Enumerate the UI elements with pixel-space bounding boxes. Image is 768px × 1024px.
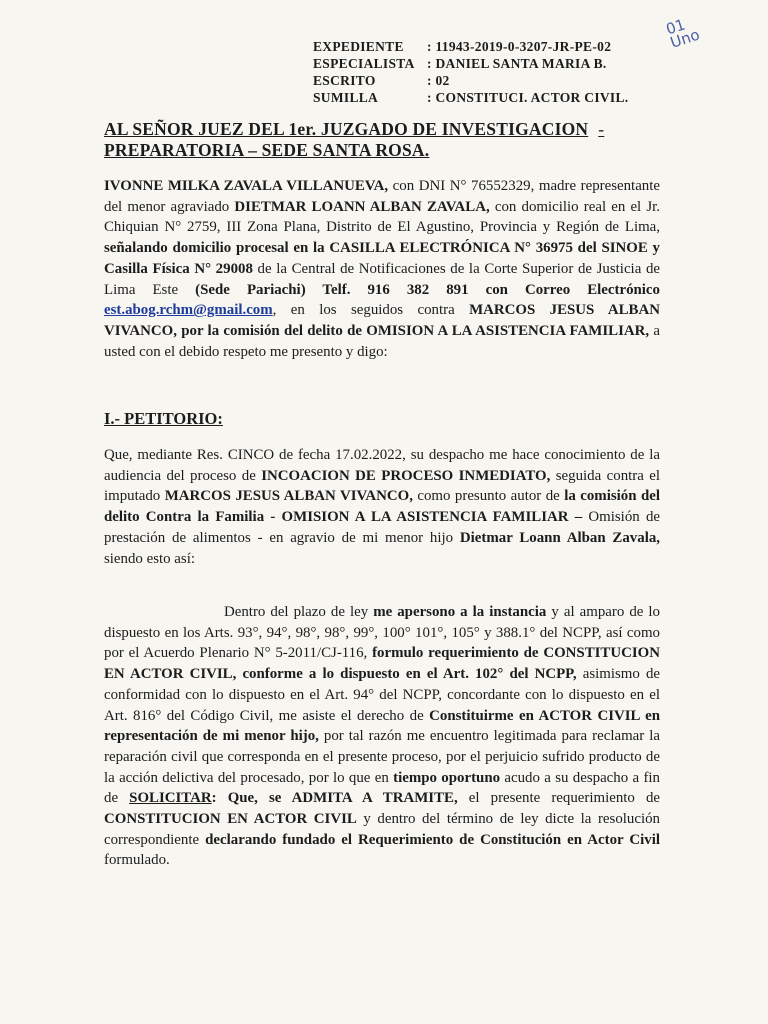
text: por tal razón me encuentro legitimada para reclamar la reparación civil que corresponda en el presente proceso, por el perjuicio sufrido producto de la acción delictiva del procesado, por lo que en <box>104 728 660 786</box>
contact-info: (Sede Pariachi) Telf. 916 382 891 con Correo Electrónico <box>195 281 660 298</box>
text: asimismo de conformidad con lo dispuesto en el Art. 94° del NCPP, concordante con lo dispuesto en el Art. 816° del Código Civil, me asiste el derecho de <box>104 666 660 724</box>
email-link[interactable]: est.abog.rchm@gmail.com <box>104 302 273 319</box>
header-value: : 11943-2019-0-3207-JR-PE-02 <box>427 39 612 54</box>
intro-paragraph <box>104 176 660 362</box>
court-address <box>104 119 604 161</box>
minor-son-name: Dietmar Loann Alban Zavala, <box>459 529 661 546</box>
minor-name: DIETMAR LOANN ALBAN ZAVALA, <box>234 198 490 215</box>
petitioner-name: IVONNE MILKA ZAVALA VILLANUEVA, <box>104 178 389 194</box>
declare-founded: declarando fundado el Requerimiento de Constitución en Actor Civil <box>205 831 660 848</box>
header-row-expediente <box>313 38 628 55</box>
text: acudo a su despacho a fin de <box>104 769 660 807</box>
header-value: : DANIEL SANTA MARIA B. <box>427 56 607 71</box>
header-key: ESPECIALISTA <box>313 56 415 71</box>
text: Omisión de prestación de alimentos - en agravio de mi menor hijo <box>104 509 660 546</box>
appearance: me apersono a la instancia <box>373 604 547 620</box>
address-line-1-text: AL SEÑOR JUEZ DEL 1er. JUZGADO DE INVESTIGACION <box>104 119 589 139</box>
text: con DNI N° 76552329, madre representante del menor agraviado <box>104 178 660 215</box>
text: Dentro del plazo de ley <box>224 604 374 620</box>
page-mark-text: 01 Uno <box>663 15 702 52</box>
header-key: ESCRITO <box>313 73 376 88</box>
text: y dentro del término de ley dicte la resolución correspondiente <box>104 811 660 848</box>
address-line-1 <box>104 119 604 140</box>
procedural-address: señalando domicilio procesal en la CASILLA ELECTRÓNICA N° 36975 del SINOE y Casilla Física N° 29008 <box>104 240 660 277</box>
process-type: INCOACION DE PROCESO INMEDIATO, <box>261 467 551 484</box>
text: Que, mediante Res. CINCO de fecha 17.02.2022, su despacho me hace conocimiento de la audiencia del proceso de <box>104 447 660 484</box>
section-title: I.- PETITORIO: <box>104 409 223 428</box>
solicitar: SOLICITAR <box>129 790 212 807</box>
crime-description: la comisión del delito Contra la Familia - OMISION A LA ASISTENCIA FAMILIAR – <box>104 488 660 526</box>
petitorio-paragraph <box>104 445 660 569</box>
text: de la Central de Notificaciones de la Corte Superior de Justicia de Lima Este <box>104 260 660 298</box>
header-value: : 02 <box>427 73 450 88</box>
header-row-sumilla <box>313 89 628 106</box>
requirement: formulo requerimiento de CONSTITUCION EN ACTOR CIVIL, conforme a lo dispuesto en el Art. 102° del NCPP, <box>104 645 660 683</box>
right-to-constitute: Constituirme en ACTOR CIVIL en representación de mi menor hijo, <box>104 707 660 745</box>
stray-mark: - <box>598 119 605 139</box>
address-line-2: PREPARATORIA – SEDE SANTA ROSA. <box>104 140 430 160</box>
header-key: EXPEDIENTE <box>313 39 404 54</box>
admit-request: : Que, se ADMITA A TRAMITE, <box>211 790 458 807</box>
header-row-especialista <box>313 55 628 72</box>
text: siendo esto así: <box>104 550 195 567</box>
defendant-name: MARCOS JESUS ALBAN VIVANCO, <box>164 488 413 505</box>
text: como presunto autor de <box>412 488 565 505</box>
text: seguida contra el imputado <box>104 467 660 505</box>
handwritten-page-mark <box>664 14 701 50</box>
header-value: : CONSTITUCI. ACTOR CIVIL. <box>427 90 629 105</box>
timely: tiempo oportuno <box>393 769 501 786</box>
text: con domicilio real en el Jr. Chiquian N° 2759, III Zona Plana, Distrito de El Agustino, Provincia y Región de Lima, <box>104 198 661 236</box>
request-paragraph <box>104 602 660 871</box>
text: a usted con el debido respeto me presento y digo: <box>104 322 660 360</box>
text: el presente requerimiento de <box>457 790 660 807</box>
header-key: SUMILLA <box>313 90 379 105</box>
text: formulado. <box>104 852 170 869</box>
text: y al amparo de lo dispuesto en los Arts. 93°, 94°, 98°, 98°, 99°, 100° 101°, 105° y 388.1° del NCPP, así como por el Acuerdo Plenario N° 5-2011/CJ-116, <box>104 604 660 662</box>
case-header <box>313 38 628 106</box>
text: , en los seguidos contra <box>272 302 470 319</box>
header-row-escrito <box>313 72 628 89</box>
constitution-civil-actor: CONSTITUCION EN ACTOR CIVIL <box>104 811 357 828</box>
defendant-and-crime: MARCOS JESUS ALBAN VIVANCO, por la comisión del delito de OMISION A LA ASISTENCIA FAMILIAR, <box>104 302 660 339</box>
